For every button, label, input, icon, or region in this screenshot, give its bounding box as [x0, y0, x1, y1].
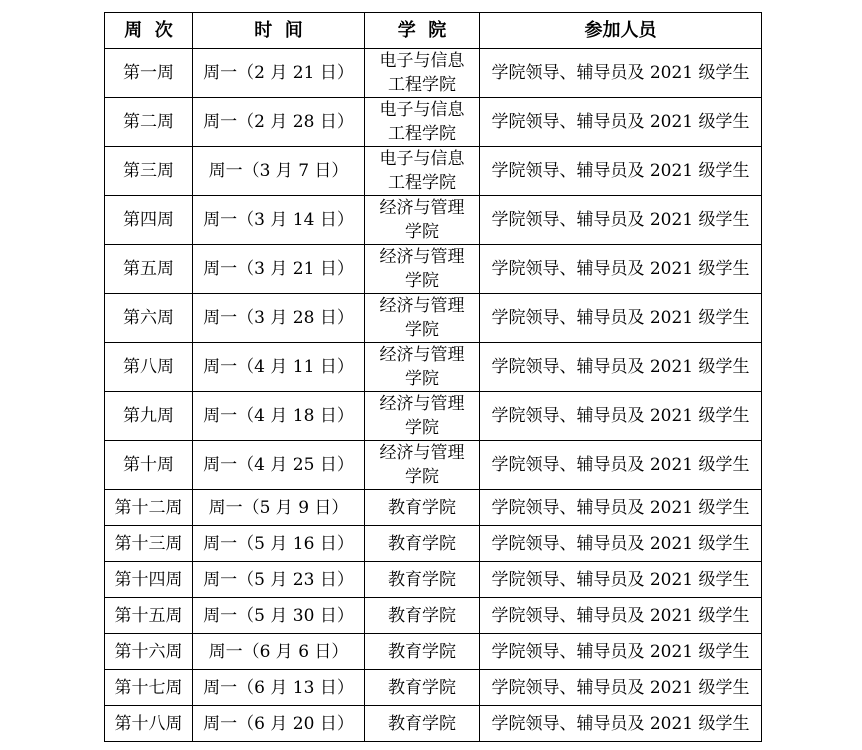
college-line: 学院	[405, 271, 439, 291]
time-cell: 周一（2 月 28 日）	[193, 98, 365, 147]
time-cell: 周一（5 月 16 日）	[193, 526, 365, 562]
participants-cell: 学院领导、辅导员及 2021 级学生	[480, 490, 762, 526]
week-cell: 第十三周	[105, 526, 193, 562]
table-row	[105, 441, 762, 490]
college-cell	[365, 245, 480, 294]
participants-cell: 学院领导、辅导员及 2021 级学生	[480, 706, 762, 742]
participants-cell: 学院领导、辅导员及 2021 级学生	[480, 343, 762, 392]
table-row	[105, 392, 762, 441]
time-cell: 周一（3 月 7 日）	[193, 147, 365, 196]
college-line: 教育学院	[388, 497, 456, 518]
table-row	[105, 98, 762, 147]
week-cell: 第十五周	[105, 598, 193, 634]
college-line: 教育学院	[388, 713, 456, 734]
week-cell: 第十周	[105, 441, 193, 490]
table-row	[105, 598, 762, 634]
college-cell	[365, 706, 480, 742]
header-row	[105, 13, 762, 49]
table-row	[105, 196, 762, 245]
participants-cell: 学院领导、辅导员及 2021 级学生	[480, 441, 762, 490]
header-participants: 参加人员	[480, 13, 762, 49]
college-cell	[365, 98, 480, 147]
college-cell	[365, 147, 480, 196]
college-line: 教育学院	[388, 641, 456, 662]
participants-cell: 学院领导、辅导员及 2021 级学生	[480, 670, 762, 706]
week-cell: 第四周	[105, 196, 193, 245]
college-line: 电子与信息	[379, 100, 465, 120]
college-cell	[365, 49, 480, 98]
table-row	[105, 562, 762, 598]
participants-cell: 学院领导、辅导员及 2021 级学生	[480, 562, 762, 598]
college-line: 学院	[405, 222, 439, 242]
time-cell: 周一（6 月 13 日）	[193, 670, 365, 706]
week-cell: 第一周	[105, 49, 193, 98]
header-week: 周 次	[105, 13, 193, 49]
participants-cell: 学院领导、辅导员及 2021 级学生	[480, 598, 762, 634]
college-line: 经济与管理	[379, 296, 465, 316]
week-cell: 第十八周	[105, 706, 193, 742]
table-row	[105, 245, 762, 294]
table-row	[105, 706, 762, 742]
schedule-table	[104, 12, 762, 742]
participants-cell: 学院领导、辅导员及 2021 级学生	[480, 147, 762, 196]
table-row	[105, 294, 762, 343]
table-row	[105, 147, 762, 196]
college-line: 学院	[405, 320, 439, 340]
college-line: 经济与管理	[379, 198, 465, 218]
week-cell: 第六周	[105, 294, 193, 343]
time-cell: 周一（3 月 14 日）	[193, 196, 365, 245]
time-cell: 周一（6 月 20 日）	[193, 706, 365, 742]
college-line: 学院	[405, 369, 439, 389]
table-row	[105, 49, 762, 98]
time-cell: 周一（3 月 21 日）	[193, 245, 365, 294]
college-cell	[365, 598, 480, 634]
table-body	[105, 49, 762, 742]
week-cell: 第五周	[105, 245, 193, 294]
time-cell: 周一（5 月 23 日）	[193, 562, 365, 598]
college-line: 经济与管理	[379, 443, 465, 463]
week-cell: 第十六周	[105, 634, 193, 670]
college-line: 教育学院	[388, 533, 456, 554]
participants-cell: 学院领导、辅导员及 2021 级学生	[480, 196, 762, 245]
week-cell: 第八周	[105, 343, 193, 392]
college-cell	[365, 526, 480, 562]
time-cell: 周一（3 月 28 日）	[193, 294, 365, 343]
participants-cell: 学院领导、辅导员及 2021 级学生	[480, 526, 762, 562]
participants-cell: 学院领导、辅导员及 2021 级学生	[480, 392, 762, 441]
week-cell: 第二周	[105, 98, 193, 147]
table-row	[105, 490, 762, 526]
time-cell: 周一（4 月 25 日）	[193, 441, 365, 490]
header-college: 学 院	[365, 13, 480, 49]
college-cell	[365, 441, 480, 490]
participants-cell: 学院领导、辅导员及 2021 级学生	[480, 49, 762, 98]
table-row	[105, 526, 762, 562]
table-row	[105, 634, 762, 670]
header-time: 时 间	[193, 13, 365, 49]
college-line: 工程学院	[388, 124, 456, 144]
week-cell: 第三周	[105, 147, 193, 196]
college-cell	[365, 670, 480, 706]
week-cell: 第九周	[105, 392, 193, 441]
time-cell: 周一（2 月 21 日）	[193, 49, 365, 98]
week-cell: 第十四周	[105, 562, 193, 598]
college-line: 经济与管理	[379, 394, 465, 414]
college-line: 学院	[405, 418, 439, 438]
college-cell	[365, 343, 480, 392]
college-line: 电子与信息	[379, 51, 465, 71]
college-line: 经济与管理	[379, 247, 465, 267]
participants-cell: 学院领导、辅导员及 2021 级学生	[480, 245, 762, 294]
college-cell	[365, 294, 480, 343]
time-cell: 周一（5 月 30 日）	[193, 598, 365, 634]
college-cell	[365, 634, 480, 670]
college-cell	[365, 196, 480, 245]
college-line: 教育学院	[388, 677, 456, 698]
week-cell: 第十二周	[105, 490, 193, 526]
table-row	[105, 343, 762, 392]
college-cell	[365, 562, 480, 598]
college-cell	[365, 392, 480, 441]
participants-cell: 学院领导、辅导员及 2021 级学生	[480, 294, 762, 343]
college-line: 学院	[405, 467, 439, 487]
time-cell: 周一（4 月 18 日）	[193, 392, 365, 441]
time-cell: 周一（5 月 9 日）	[193, 490, 365, 526]
college-cell	[365, 490, 480, 526]
college-line: 工程学院	[388, 173, 456, 193]
participants-cell: 学院领导、辅导员及 2021 级学生	[480, 634, 762, 670]
time-cell: 周一（6 月 6 日）	[193, 634, 365, 670]
college-line: 工程学院	[388, 75, 456, 95]
week-cell: 第十七周	[105, 670, 193, 706]
college-line: 教育学院	[388, 605, 456, 626]
college-line: 经济与管理	[379, 345, 465, 365]
table-row	[105, 670, 762, 706]
time-cell: 周一（4 月 11 日）	[193, 343, 365, 392]
table-header	[105, 13, 762, 49]
college-line: 教育学院	[388, 569, 456, 590]
college-line: 电子与信息	[379, 149, 465, 169]
participants-cell: 学院领导、辅导员及 2021 级学生	[480, 98, 762, 147]
